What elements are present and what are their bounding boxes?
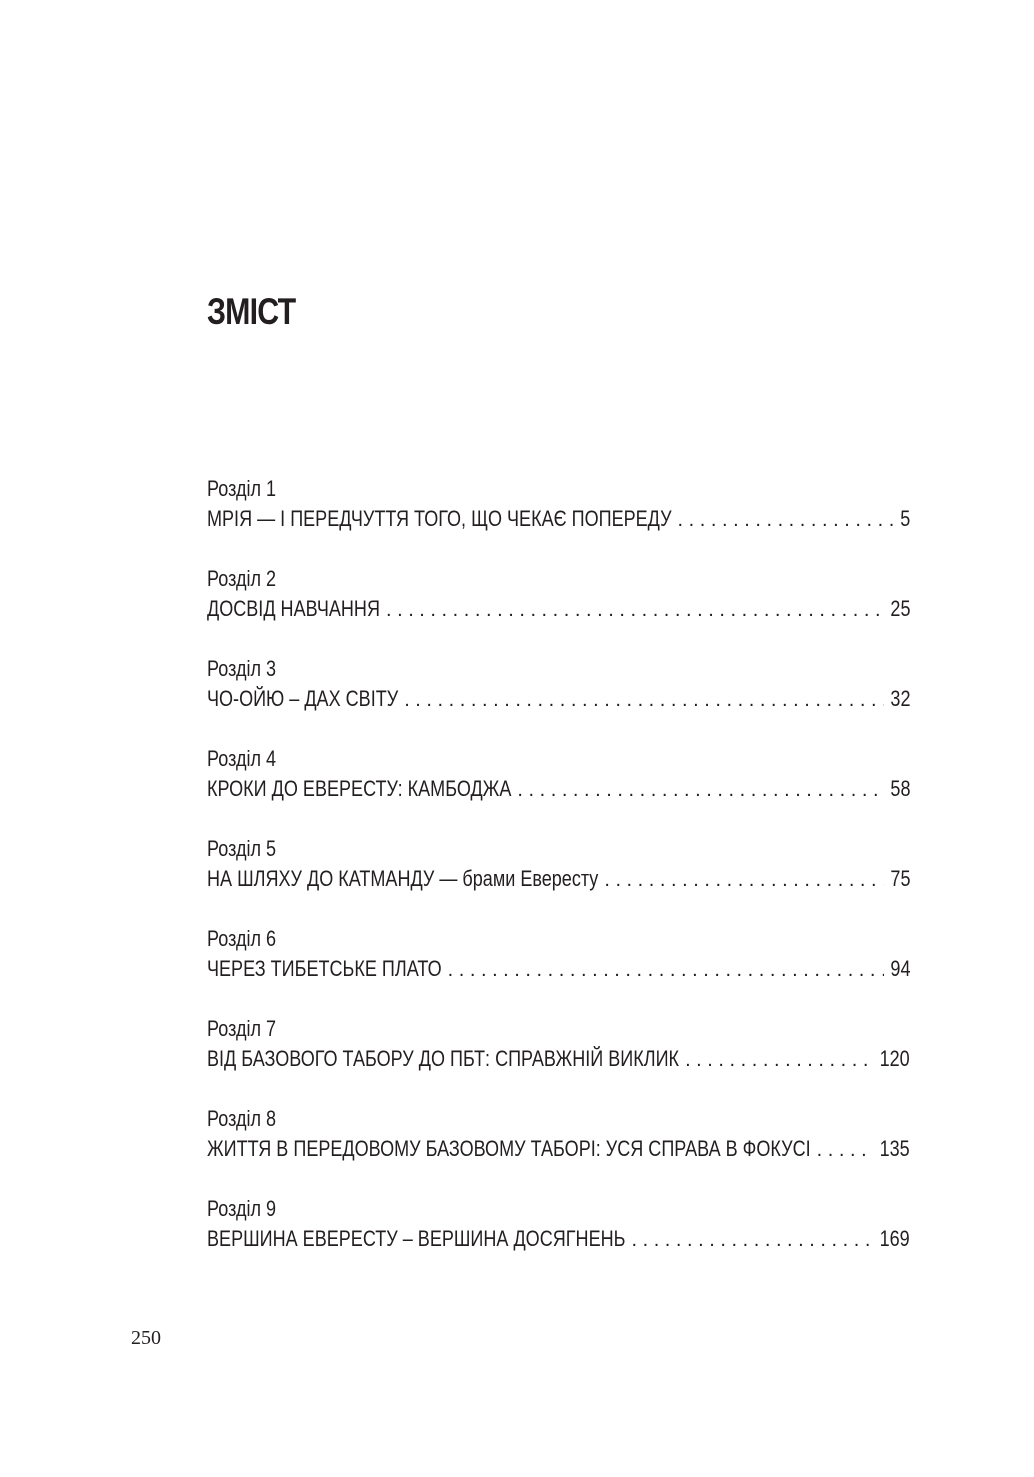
toc-entry-8: [207, 1104, 910, 1194]
chapter-title: ЖИТТЯ В ПЕРЕДОВОМУ БАЗОВОМУ ТАБОРІ: УСЯ СПРАВА В ФОКУСІ: [207, 1136, 811, 1161]
toc-entry-5: [207, 834, 910, 924]
chapter-label: Розділ 5: [207, 836, 277, 861]
page-number: 5: [899, 506, 910, 531]
chapter-label: Розділ 1: [207, 476, 277, 501]
toc-entry-9: [207, 1194, 910, 1284]
page-number: 75: [889, 866, 910, 891]
dot-leader: [685, 1045, 871, 1075]
chapter-label: Розділ 4: [207, 746, 277, 771]
page-number: 120: [879, 1046, 910, 1071]
chapter-title-line: [207, 1044, 910, 1074]
page-folio: 250: [131, 1327, 161, 1349]
chapter-title: НА ШЛЯХУ ДО КАТМАНДУ — брами Евересту: [207, 866, 599, 891]
dot-leader: [517, 775, 883, 805]
chapter-title-line: [207, 684, 910, 714]
toc-entry-3: [207, 654, 910, 744]
chapter-title-line: [207, 774, 910, 804]
toc-entry-7: [207, 1014, 910, 1104]
chapter-label: Розділ 8: [207, 1106, 277, 1131]
chapter-title: ВІД БАЗОВОГО ТАБОРУ ДО ПБТ: СПРАВЖНІЙ ВИКЛИК: [207, 1046, 680, 1071]
page-number: 58: [889, 776, 910, 801]
page-number: 169: [879, 1226, 910, 1251]
chapter-title: ЧО-ОЙЮ – ДАХ СВІТУ: [207, 686, 399, 711]
page-number: 94: [889, 956, 910, 981]
dot-leader: [404, 685, 883, 715]
toc-entry-6: [207, 924, 910, 1014]
chapter-label: Розділ 9: [207, 1196, 277, 1221]
dot-leader: [631, 1225, 871, 1255]
toc-entry-1: [207, 474, 910, 564]
chapter-title-line: [207, 504, 910, 534]
dot-leader: [386, 595, 884, 625]
chapter-label: Розділ 2: [207, 566, 277, 591]
chapter-title: ДОСВІД НАВЧАННЯ: [207, 596, 380, 621]
chapter-title-line: [207, 954, 910, 984]
toc-entry-2: [207, 564, 910, 654]
chapter-label: Розділ 7: [207, 1016, 277, 1041]
page-number: 135: [879, 1136, 910, 1161]
chapter-label: Розділ 6: [207, 926, 277, 951]
dot-leader: [817, 1135, 872, 1165]
chapter-title-line: [207, 864, 910, 894]
dot-leader: [678, 505, 896, 535]
dot-leader: [448, 955, 884, 985]
page-number: 25: [889, 596, 910, 621]
chapter-title: ЧЕРЕЗ ТИБЕТСЬКЕ ПЛАТО: [207, 956, 442, 981]
chapter-title: МРІЯ — І ПЕРЕДЧУТТЯ ТОГО, ЩО ЧЕКАЄ ПОПЕРЕДУ: [207, 506, 672, 531]
page-number: 32: [889, 686, 910, 711]
chapter-title-line: [207, 1224, 910, 1254]
chapter-title-line: [207, 1134, 910, 1164]
page-title: ЗМІСТ: [207, 291, 296, 332]
chapter-title: ВЕРШИНА ЕВЕРЕСТУ – ВЕРШИНА ДОСЯГНЕНЬ: [207, 1226, 626, 1251]
dot-leader: [604, 865, 883, 895]
chapter-title: КРОКИ ДО ЕВЕРЕСТУ: КАМБОДЖА: [207, 776, 512, 801]
chapter-title-line: [207, 594, 910, 624]
chapter-label: Розділ 3: [207, 656, 277, 681]
toc-entry-4: [207, 744, 910, 834]
table-of-contents: [207, 474, 910, 1284]
